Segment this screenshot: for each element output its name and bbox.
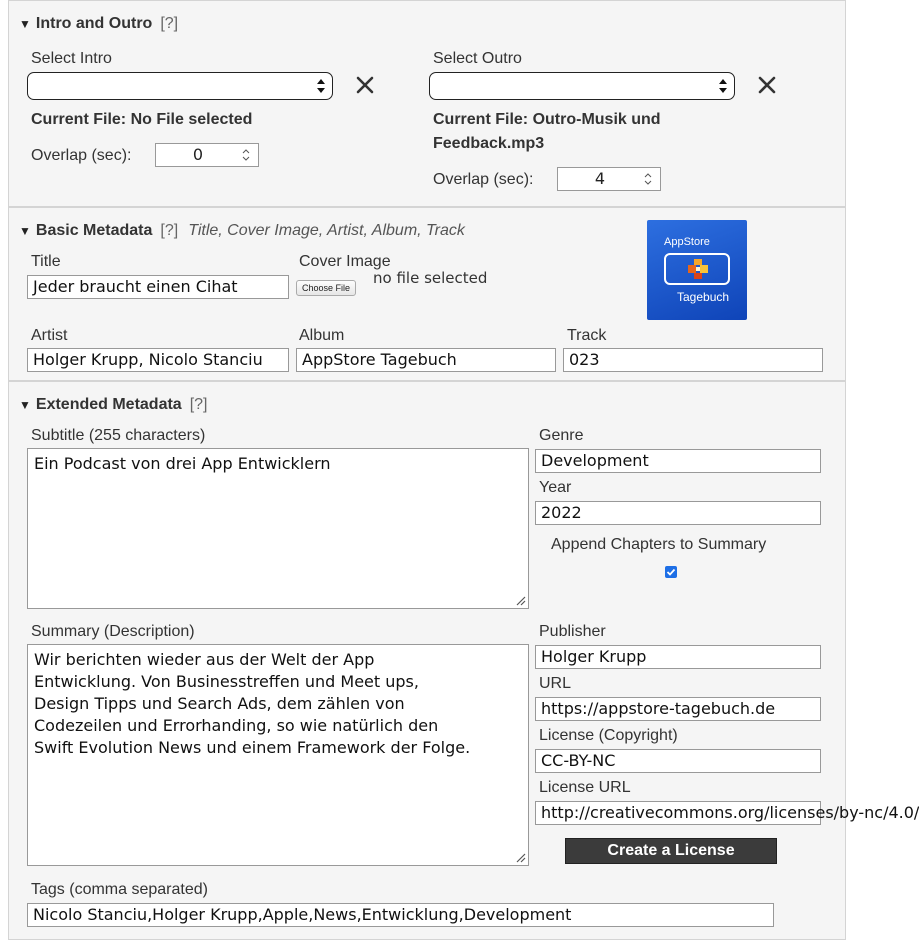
stepper-arrows-icon[interactable] <box>643 172 653 186</box>
album-input[interactable]: AppStore Tagebuch <box>296 348 556 372</box>
section-title: Basic Metadata <box>35 222 153 239</box>
collapse-triangle-icon: ▼ <box>19 17 31 31</box>
genre-label: Genre <box>539 427 584 444</box>
intro-outro-section <box>8 0 846 207</box>
license-url-input[interactable]: http://creativecommons.org/licenses/by-nc/4.0/ <box>535 801 821 825</box>
section-hint: Title, Cover Image, Artist, Album, Track <box>188 222 465 239</box>
summary-line: Wir berichten wieder aus der Welt der App <box>34 650 375 669</box>
clear-outro-icon[interactable] <box>757 75 777 95</box>
intro-current-file: Current File: No File selected <box>31 111 253 128</box>
title-input[interactable]: Jeder braucht einen Cihat <box>27 275 289 299</box>
summary-label: Summary (Description) <box>31 623 195 640</box>
outro-overlap-stepper[interactable] <box>557 167 661 191</box>
select-outro-dropdown[interactable] <box>429 72 735 100</box>
create-license-button[interactable]: Create a License <box>565 838 777 864</box>
track-input[interactable]: 023 <box>563 348 823 372</box>
cover-art-line2: Tagebuch <box>677 290 730 304</box>
stepper-arrows-icon[interactable] <box>241 148 251 162</box>
collapse-triangle-icon: ▼ <box>19 398 31 412</box>
summary-line: Entwicklung. Von Businesstreffen und Meet ups, <box>34 672 419 691</box>
help-link[interactable]: [?] <box>160 15 179 32</box>
intro-overlap-value: 0 <box>192 145 204 164</box>
append-chapters-label: Append Chapters to Summary <box>551 536 767 553</box>
outro-overlap-value: 4 <box>594 169 606 188</box>
artist-label: Artist <box>31 327 68 344</box>
summary-line: Design Tipps und Search Ads, dem zählen von <box>34 694 405 713</box>
year-input[interactable]: 2022 <box>535 501 821 525</box>
url-label: URL <box>539 675 572 692</box>
publisher-label: Publisher <box>539 623 606 640</box>
intro-overlap-stepper[interactable] <box>155 143 259 167</box>
artist-input[interactable]: Holger Krupp, Nicolo Stanciu <box>27 348 289 372</box>
resize-grip-icon[interactable] <box>514 851 526 863</box>
subtitle-textarea[interactable] <box>27 448 529 609</box>
publisher-input[interactable]: Holger Krupp <box>535 645 821 669</box>
select-intro-dropdown[interactable] <box>27 72 333 100</box>
help-link[interactable]: [?] <box>160 222 179 239</box>
license-url-label: License URL <box>539 779 631 796</box>
title-label: Title <box>31 253 61 270</box>
cover-art-image <box>647 220 747 320</box>
basic-metadata-header[interactable] <box>19 222 465 240</box>
section-title: Intro and Outro <box>35 15 153 32</box>
help-link[interactable]: [?] <box>189 396 208 413</box>
year-label: Year <box>539 479 572 496</box>
resize-grip-icon[interactable] <box>514 594 526 606</box>
genre-input[interactable]: Development <box>535 449 821 473</box>
cover-image-label: Cover Image <box>299 253 391 270</box>
clear-intro-icon[interactable] <box>355 75 375 95</box>
subtitle-label: Subtitle (255 characters) <box>31 427 206 444</box>
select-intro-label: Select Intro <box>31 50 112 67</box>
url-input[interactable]: https://appstore-tagebuch.de <box>535 697 821 721</box>
license-label: License (Copyright) <box>539 727 678 744</box>
collapse-triangle-icon: ▼ <box>19 224 31 238</box>
append-chapters-checkbox[interactable] <box>665 566 677 578</box>
outro-current-file-line2: Feedback.mp3 <box>433 135 545 152</box>
outro-current-file-line1: Current File: Outro-Musik und <box>433 111 661 128</box>
outro-overlap-label: Overlap (sec): <box>433 171 534 188</box>
summary-textarea[interactable] <box>27 644 529 866</box>
cover-art-frame <box>664 253 730 285</box>
intro-overlap-label: Overlap (sec): <box>31 147 132 164</box>
section-title: Extended Metadata <box>35 396 182 413</box>
updown-arrows-icon <box>718 76 728 96</box>
track-label: Track <box>567 327 607 344</box>
basic-metadata-section <box>8 207 846 381</box>
tags-input[interactable]: Nicolo Stanciu,Holger Krupp,Apple,News,Entwicklung,Development <box>27 903 774 927</box>
extended-metadata-header[interactable] <box>19 396 208 414</box>
extended-metadata-section <box>8 381 919 940</box>
tags-label: Tags (comma separated) <box>31 881 208 898</box>
summary-line: Swift Evolution News und einem Framework der Folge. <box>34 738 471 757</box>
choose-file-button[interactable]: Choose File <box>296 280 356 296</box>
pixel-logo-icon <box>686 257 710 281</box>
album-label: Album <box>299 327 345 344</box>
summary-line: Codezeilen und Errorhanding, so wie natürlich den <box>34 716 439 735</box>
license-input[interactable]: CC-BY-NC <box>535 749 821 773</box>
intro-outro-header[interactable] <box>19 15 178 33</box>
updown-arrows-icon <box>316 76 326 96</box>
select-outro-label: Select Outro <box>433 50 522 67</box>
no-file-selected: no file selected <box>373 269 488 287</box>
cover-art-line1: AppStore <box>664 236 710 248</box>
subtitle-text: Ein Podcast von drei App Entwicklern <box>34 454 331 473</box>
